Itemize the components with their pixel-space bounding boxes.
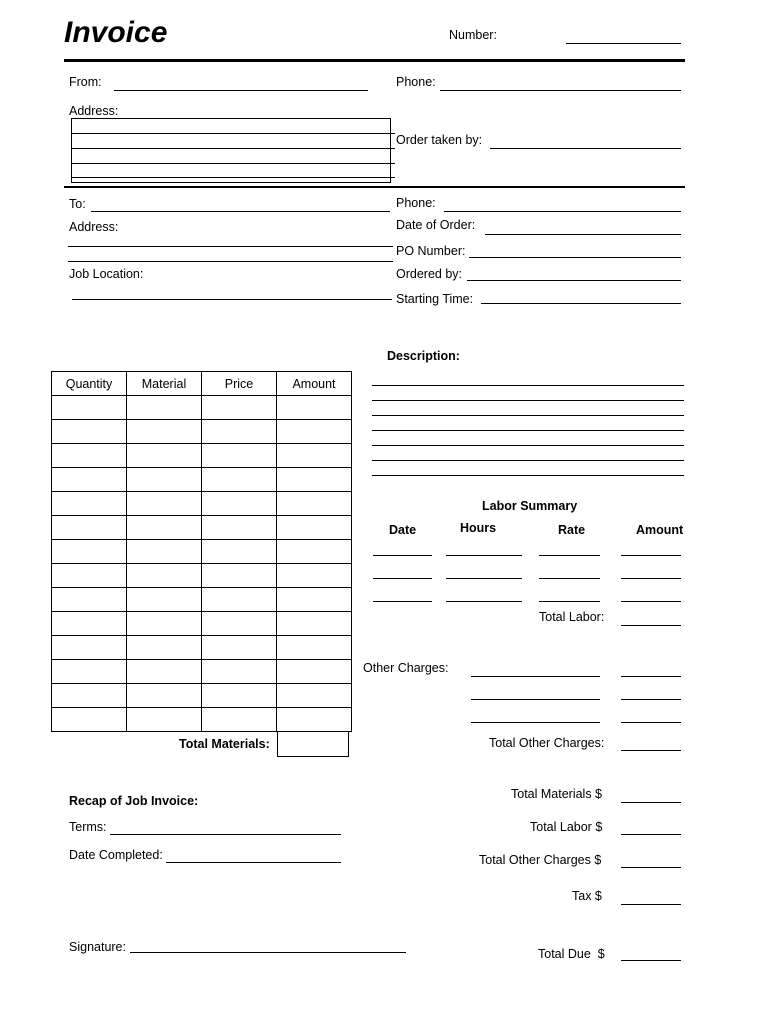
total-other-charges-dollar-field[interactable]: [621, 867, 681, 868]
labor-entry-field[interactable]: [446, 601, 522, 602]
order-taken-field[interactable]: [490, 148, 681, 149]
starting-time-field[interactable]: [481, 303, 681, 304]
from-field[interactable]: [114, 90, 368, 91]
materials-cell[interactable]: [127, 684, 202, 708]
total-labor-field[interactable]: [621, 625, 681, 626]
labor-summary-title: Labor Summary: [482, 499, 578, 513]
materials-cell[interactable]: [52, 636, 127, 660]
address-line: [71, 163, 395, 164]
description-line[interactable]: [372, 400, 684, 401]
labor-column-amount: Amount: [636, 523, 684, 537]
address-line: [71, 133, 395, 134]
materials-cell[interactable]: [202, 708, 277, 732]
total-materials-field[interactable]: [277, 731, 349, 757]
materials-row: [52, 612, 352, 636]
materials-row: [52, 636, 352, 660]
description-line[interactable]: [372, 385, 684, 386]
total-due-field[interactable]: [621, 960, 681, 961]
po-number-field[interactable]: [469, 257, 681, 258]
recap-title: Recap of Job Invoice:: [69, 794, 199, 808]
materials-row: [52, 660, 352, 684]
materials-table: [51, 371, 352, 732]
to-phone-label: Phone:: [396, 196, 436, 210]
materials-cell[interactable]: [202, 396, 277, 420]
materials-cell[interactable]: [202, 612, 277, 636]
materials-cell[interactable]: [202, 420, 277, 444]
materials-cell[interactable]: [52, 612, 127, 636]
materials-cell[interactable]: [127, 420, 202, 444]
total-materials-label: Total Materials:: [179, 737, 270, 751]
materials-cell[interactable]: [277, 540, 352, 564]
date-of-order-label: Date of Order:: [396, 218, 476, 232]
materials-row: [52, 540, 352, 564]
to-address-line-1[interactable]: [68, 246, 393, 247]
materials-row: [52, 684, 352, 708]
materials-cell[interactable]: [52, 540, 127, 564]
other-charge-amount-field[interactable]: [621, 699, 681, 700]
materials-cell[interactable]: [52, 444, 127, 468]
materials-cell[interactable]: [52, 708, 127, 732]
address-line: [71, 148, 395, 149]
date-completed-field[interactable]: [166, 862, 341, 863]
to-label: To:: [69, 197, 86, 211]
labor-entry-field[interactable]: [446, 555, 522, 556]
materials-cell[interactable]: [127, 636, 202, 660]
total-other-charges-label: Total Other Charges:: [489, 736, 605, 750]
ordered-by-label: Ordered by:: [396, 267, 463, 281]
materials-cell[interactable]: [127, 564, 202, 588]
labor-entry-field[interactable]: [373, 555, 432, 556]
materials-cell[interactable]: [52, 468, 127, 492]
terms-label: Terms:: [69, 820, 107, 834]
other-charge-amount-field[interactable]: [621, 676, 681, 677]
materials-cell[interactable]: [202, 660, 277, 684]
total-labor-dollar-field[interactable]: [621, 834, 681, 835]
materials-cell[interactable]: [52, 492, 127, 516]
materials-cell[interactable]: [202, 636, 277, 660]
materials-row: [52, 468, 352, 492]
ordered-by-field[interactable]: [467, 280, 681, 281]
description-line[interactable]: [372, 475, 684, 476]
materials-cell[interactable]: [202, 468, 277, 492]
materials-row: [52, 420, 352, 444]
labor-entry-field[interactable]: [373, 578, 432, 579]
labor-entry-field[interactable]: [621, 555, 681, 556]
labor-entry-field[interactable]: [539, 578, 600, 579]
terms-field[interactable]: [110, 834, 341, 835]
invoice-title: Invoice: [64, 16, 168, 49]
job-location-field[interactable]: [72, 299, 392, 300]
to-field[interactable]: [91, 211, 390, 212]
signature-field[interactable]: [130, 952, 406, 953]
labor-column-hours: Hours: [460, 521, 497, 535]
materials-cell[interactable]: [127, 396, 202, 420]
materials-row: [52, 444, 352, 468]
materials-row: [52, 708, 352, 732]
materials-cell[interactable]: [277, 444, 352, 468]
materials-cell[interactable]: [127, 516, 202, 540]
materials-cell[interactable]: [277, 636, 352, 660]
description-line[interactable]: [372, 430, 684, 431]
materials-header-row: [52, 372, 352, 396]
po-number-label: PO Number:: [396, 244, 466, 258]
section-divider: [64, 186, 685, 188]
signature-label: Signature:: [69, 940, 126, 954]
materials-row: [52, 516, 352, 540]
from-phone-label: Phone:: [396, 75, 436, 89]
total-due-label: Total Due $: [538, 947, 605, 961]
from-address-label: Address:: [69, 104, 119, 118]
labor-entry-field[interactable]: [621, 601, 681, 602]
other-charges-label: Other Charges:: [363, 661, 449, 675]
total-labor-label: Total Labor:: [539, 610, 605, 624]
materials-cell[interactable]: [277, 612, 352, 636]
description-label: Description:: [387, 349, 460, 363]
labor-entry-field[interactable]: [539, 601, 600, 602]
materials-cell[interactable]: [277, 420, 352, 444]
from-phone-field[interactable]: [440, 90, 681, 91]
materials-cell[interactable]: [202, 444, 277, 468]
to-phone-field[interactable]: [444, 211, 681, 212]
other-charge-amount-field[interactable]: [621, 722, 681, 723]
column-header-price: Price: [202, 372, 277, 396]
date-of-order-field[interactable]: [485, 234, 681, 235]
labor-entry-field[interactable]: [446, 578, 522, 579]
materials-cell[interactable]: [277, 588, 352, 612]
date-completed-label: Date Completed:: [69, 848, 163, 862]
materials-cell[interactable]: [277, 492, 352, 516]
labor-entry-field[interactable]: [539, 555, 600, 556]
labor-column-rate: Rate: [558, 523, 586, 537]
materials-cell[interactable]: [277, 660, 352, 684]
materials-row: [52, 588, 352, 612]
labor-column-date: Date: [389, 523, 417, 537]
materials-cell[interactable]: [127, 612, 202, 636]
description-line[interactable]: [372, 415, 684, 416]
total-materials-dollar-label: Total Materials $: [511, 787, 603, 801]
order-taken-label: Order taken by:: [396, 133, 483, 147]
number-field[interactable]: [566, 43, 681, 44]
other-charge-description-field[interactable]: [471, 722, 600, 723]
materials-cell[interactable]: [277, 516, 352, 540]
materials-cell[interactable]: [277, 708, 352, 732]
materials-cell[interactable]: [127, 540, 202, 564]
description-line[interactable]: [372, 445, 684, 446]
materials-cell[interactable]: [277, 396, 352, 420]
tax-field[interactable]: [621, 904, 681, 905]
to-address-line-2[interactable]: [68, 261, 393, 262]
labor-entry-field[interactable]: [373, 601, 432, 602]
other-charge-description-field[interactable]: [471, 676, 600, 677]
materials-cell[interactable]: [202, 540, 277, 564]
labor-entry-field[interactable]: [621, 578, 681, 579]
description-line[interactable]: [372, 460, 684, 461]
address-line: [71, 177, 395, 178]
column-header-material: Material: [127, 372, 202, 396]
total-other-charges-field[interactable]: [621, 750, 681, 751]
materials-cell[interactable]: [277, 468, 352, 492]
materials-cell[interactable]: [202, 516, 277, 540]
materials-row: [52, 564, 352, 588]
materials-cell[interactable]: [202, 492, 277, 516]
header-divider: [64, 59, 685, 62]
materials-cell[interactable]: [52, 396, 127, 420]
materials-cell[interactable]: [202, 588, 277, 612]
materials-row: [52, 492, 352, 516]
to-address-label: Address:: [69, 220, 119, 234]
materials-cell[interactable]: [202, 684, 277, 708]
materials-cell[interactable]: [52, 684, 127, 708]
materials-cell[interactable]: [127, 492, 202, 516]
job-location-label: Job Location:: [69, 267, 144, 281]
total-labor-dollar-label: Total Labor $: [530, 820, 603, 834]
materials-cell[interactable]: [127, 468, 202, 492]
materials-cell[interactable]: [127, 588, 202, 612]
materials-cell[interactable]: [52, 660, 127, 684]
materials-cell[interactable]: [52, 564, 127, 588]
tax-label: Tax $: [572, 889, 602, 903]
total-other-charges-dollar-label: Total Other Charges $: [479, 853, 602, 867]
from-label: From:: [69, 75, 102, 89]
column-header-amount: Amount: [277, 372, 352, 396]
column-header-quantity: Quantity: [52, 372, 127, 396]
from-address-box[interactable]: [71, 118, 391, 183]
materials-cell[interactable]: [277, 564, 352, 588]
materials-cell[interactable]: [52, 420, 127, 444]
number-label: Number:: [449, 28, 497, 42]
other-charge-description-field[interactable]: [471, 699, 600, 700]
materials-cell[interactable]: [127, 444, 202, 468]
total-materials-dollar-field[interactable]: [621, 802, 681, 803]
materials-cell[interactable]: [277, 684, 352, 708]
materials-cell[interactable]: [52, 516, 127, 540]
materials-row: [52, 396, 352, 420]
materials-cell[interactable]: [127, 660, 202, 684]
materials-cell[interactable]: [127, 708, 202, 732]
starting-time-label: Starting Time:: [396, 292, 474, 306]
materials-cell[interactable]: [202, 564, 277, 588]
materials-cell[interactable]: [52, 588, 127, 612]
